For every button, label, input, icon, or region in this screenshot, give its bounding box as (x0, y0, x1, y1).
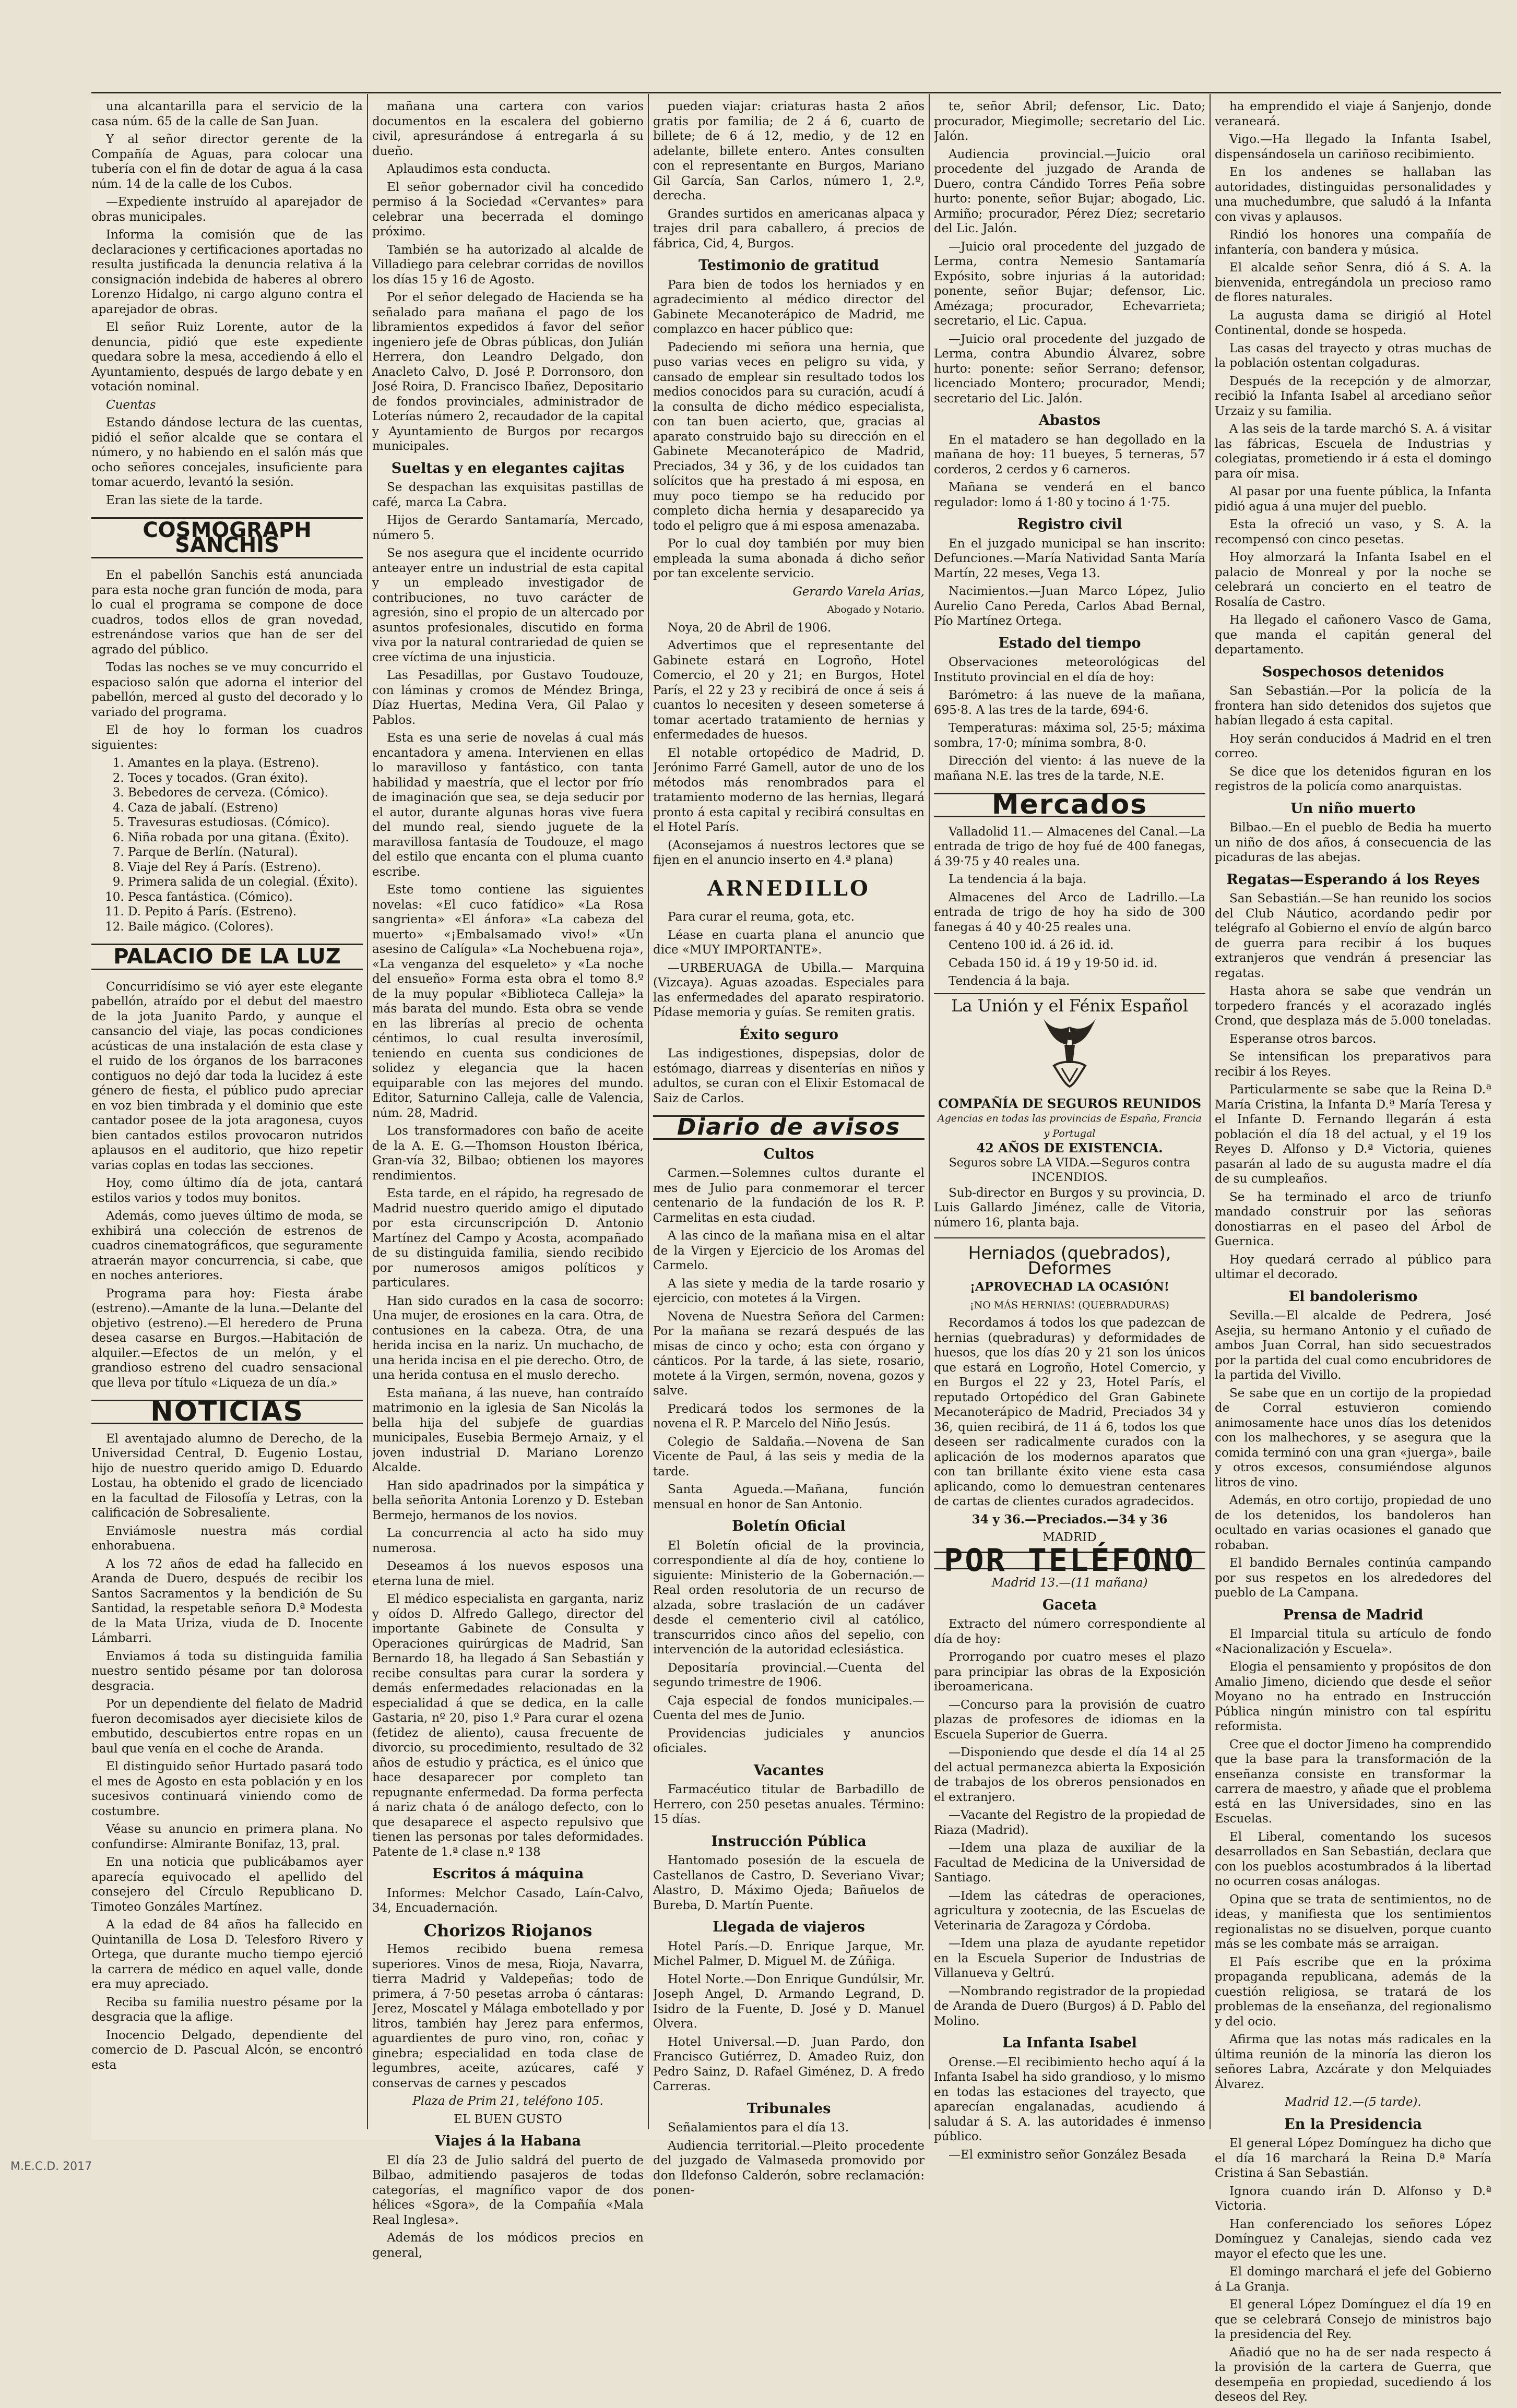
paragraph: Ha llegado el cañonero Vasco de Gama, que manda el capitán general del departamento. (1215, 613, 1491, 657)
paragraph: La tendencia á la baja. (949, 873, 1087, 886)
paragraph: San Sebastián.—Se han reunido los socios del Club Náutico, acordando pedir por telégrafo al Gobierno el envío de algún barco de guerra para recibir á los buques extranjeros que vendrán á presenciar las regatas. (1215, 892, 1491, 980)
paragraph: Por un dependiente del fielato de Madrid fueron decomisados ayer diecisiete kilos de embutido, descubiertos entre ropas en un baul que venía en el coche de Aranda. (91, 1697, 363, 1756)
signature-title: Abogado y Notario. (827, 604, 925, 615)
paragraph: A los 72 años de edad ha fallecido en Aranda de Duero, después de recibir los Santos Sacramentos y la bendición de Su Santidad, la respetable señora D.ª Modesta de la Mata Uriza, viuda de D. Inocente Lámbarri. (91, 1557, 363, 1645)
paragraph: Hotel París.—D. Enrique Jarque, Mr. Michel Palmer, D. Miguel M. de Zúñiga. (653, 1939, 925, 1968)
paragraph: Informes: Melchor Casado, Laín-Calvo, 34, Encuadernación. (372, 1886, 644, 1915)
paragraph: El aventajado alumno de Derecho, de la Universidad Central, D. Eugenio Lostau, hijo de nuestro querido amigo D. Eduardo Lostau, ha obtenido el grado de licenciado en la facultad de Filosofía y Letras, con la calificación de Sobresaliente. (91, 1432, 363, 1520)
paragraph: EL BUEN GUSTO (454, 2112, 562, 2126)
section-heading: Escritos á máquina (432, 1866, 584, 1882)
paragraph: —Idem una plaza de auxiliar de la Facultad de Medicina de la Universidad de Santiago. (934, 1841, 1205, 1885)
list-item: 8. Viaje del Rey á París. (Estreno). (128, 860, 363, 875)
column-5 (1215, 99, 1491, 2408)
paragraph: Colegio de Saldaña.—Novena de San Vicente de Paul, á las seis y media de la tarde. (653, 1435, 925, 1479)
ad-title: La Unión y el Fénix Español (951, 995, 1188, 1016)
paragraph: Dirección del viento: á las nueve de la mañana N.E. las tres de la tarde, N.E. (934, 754, 1205, 783)
list-item: 6. Niña robada por una gitana. (Éxito). (128, 830, 363, 845)
paragraph: —Vacante del Registro de la propiedad de Riaza (Madrid). (934, 1808, 1205, 1837)
paragraph: Hasta ahora se sabe que vendrán un torpedero francés y el acorazado inglés Crond, que desplaza más de 5.000 toneladas. (1215, 984, 1491, 1028)
paragraph: Predicará todos los sermones de la novena el R. P. Marcelo del Niño Jesús. (653, 1402, 925, 1431)
paragraph: Se sabe que en un cortijo de la propiedad de Corral estuvieron comiendo animosamente hace unos días los detenidos con los malhechores, y se asegura que la comida terminó con una gran «juerga», baile y otros excesos, consumiéndose algunos litros de vino. (1215, 1386, 1491, 1489)
section-heading: NOTICIAS (91, 1400, 363, 1424)
paragraph: Depositaría provincial.—Cuenta del segundo trimestre de 1906. (653, 1661, 925, 1689)
paragraph: ¡NO MÁS HERNIAS! (QUEBRADURAS) (970, 1299, 1169, 1311)
section-heading: Cultos (763, 1146, 814, 1162)
paragraph: Enviámosle nuestra más cordial enhorabuena. (91, 1524, 363, 1553)
phoenix-emblem-icon (1038, 1016, 1101, 1089)
column-4 (934, 99, 1205, 2165)
paragraph: Además, en otro cortijo, propiedad de uno de los detenidos, los bandoleros han ocultado en varias ocasiones el ganado que robaban. (1215, 1494, 1491, 1552)
paragraph: —Nombrando registrador de la propiedad de Aranda de Duero (Burgos) á D. Pablo del Molino. (934, 1984, 1205, 2028)
paragraph: Este tomo contiene las siguientes novelas: «El cuco fatídico» «La Rosa sangrienta» «El ánfora» «La cabeza del muerto» «¡Embalsamado vivo!» «Un asesino de Calígula» «La Nochebuena roja», «La venganza del esqueleto» y «La noche del ensueño» Forma esta obra el tomo 8.º de la muy popular «Biblioteca Calleja» la más barata del mundo. Esta obra se vende en las librerías al precio de ochenta céntimos, lo cual resulta inverosímil, teniendo en cuenta sus condiciones de solidez y elegancia que la hacen equiparable con las mejores del mundo. Editor, Saturnino Calleja, calle de Valencia, núm. 28, Madrid. (372, 883, 644, 1120)
section-heading: Éxito seguro (739, 1026, 838, 1043)
paragraph: El de hoy lo forman los cuadros siguientes: (91, 723, 363, 752)
paragraph: El Imparcial titula su artículo de fondo «Nacionalización y Escuela». (1215, 1627, 1491, 1656)
paragraph: En el pabellón Sanchis está anunciada para esta noche gran función de moda, para lo cual el programa se compone de doce cuadros, todos ellos de gran novedad, estrenándose varios que han de ser del agrado del público. (91, 568, 363, 657)
paragraph: El bandido Bernales continúa campando por sus respetos en los alrededores del pueblo de La Campana. (1215, 1556, 1491, 1600)
paragraph: te, señor Abril; defensor, Lic. Dato; procurador, Miegimolle; secretario del Lic. Jalón. (934, 100, 1205, 143)
section-heading: Viajes á la Habana (434, 2133, 582, 2149)
paragraph: Deseamos á los nuevos esposos una eterna luna de miel. (372, 1559, 644, 1588)
paragraph: Particularmente se sabe que la Reina D.ª María Cristina, la Infanta D.ª María Teresa y el Infante D. Fernando llegarán á esta población el día 18 del actual, y el 19 los Reyes D. Alfonso y D.ª Victoria, quienes pasarán al lado de su augusta madre el día de su cumpleaños. (1215, 1083, 1491, 1186)
paragraph: —Expediente instruído al aparejador de obras municipales. (91, 195, 363, 224)
paragraph: El distinguido señor Hurtado pasará todo el mes de Agosto en esta población y en los sucesivos continuará viniendo como de costumbre. (91, 1760, 363, 1818)
insurance-ad (934, 993, 1205, 1239)
paragraph: Se despachan las exquisitas pastillas de café, marca La Cabra. (372, 481, 644, 509)
paragraph: Nacimientos.—Juan Marco López, Julio Aurelio Cano Pereda, Carlos Abad Bernal, Pío Martínez Ortega. (934, 585, 1205, 628)
paragraph: El País escribe que en la próxima propaganda republicana, además de la cuestión religiosa, se tratará de los problemas de la enseñanza, del regionalismo y del ocio. (1215, 1955, 1491, 2029)
paragraph: Reciba su familia nuestro pésame por la desgracia que la aflige. (91, 1995, 363, 2024)
paragraph: En una noticia que publicábamos ayer aparecía equivocado el apellido del consejero del Círculo Republicano D. Timoteo Gonzáles Martínez. (91, 1855, 363, 1914)
paragraph: Hoy almorzará la Infanta Isabel en el palacio de Monreal y por la noche se celebrará un concierto en el teatro de Rosalía de Castro. (1215, 551, 1491, 609)
paragraph: En los andenes se hallaban las autoridades, distinguidas personalidades y una muchedumbre, que saludó á la Infanta con vivas y aplausos. (1215, 165, 1491, 224)
paragraph: El notable ortopédico de Madrid, D. Jerónimo Farré Gamell, autor de uno de los métodos más renombrados para el tratamiento moderno de las hernias, llegará pronto á esta capital y recibirá consultas en el Hotel París. (653, 746, 925, 834)
paragraph: Véase su anuncio en primera plana. No confundirse: Almirante Bonifaz, 13, pral. (91, 1822, 363, 1851)
list-item: 10. Pesca fantástica. (Cómico). (128, 890, 363, 905)
paragraph: Han sido curados en la casa de socorro: Una mujer, de erosiones en la cara. Otra, de contusiones en la cabeza. Otra, de una herida incisa en la nariz. Un muchacho, de una herida incisa en el pie derecho. Otro, de una herida contusa en el muslo derecho. (372, 1294, 644, 1382)
section-heading: Gaceta (1042, 1596, 1097, 1613)
paragraph: Las Pesadillas, por Gustavo Toudouze, con láminas y cromos de Méndez Bringa, Díaz Huertas, Medina Vera, Gil Palao y Pablos. (372, 669, 644, 727)
section-heading: Llegada de viajeros (713, 1919, 865, 1935)
paragraph: Providencias judiciales y anuncios oficiales. (653, 1726, 925, 1755)
paragraph: Hijos de Gerardo Santamaría, Mercado, número 5. (372, 514, 644, 542)
paragraph: Al pasar por una fuente pública, la Infanta pidió agua á una mujer del pueblo. (1215, 485, 1491, 514)
list-item: 5. Travesuras estudiosas. (Cómico). (128, 815, 363, 830)
paragraph: A las siete y media de la tarde rosario y ejercicio, con motetes á la Virgen. (653, 1277, 925, 1305)
paragraph: Almacenes del Arco de Ladrillo.—La entrada de trigo de hoy ha sido de 300 fanegas á 40 y 40·25 reales una. (934, 890, 1205, 934)
section-heading: Sospechosos detenidos (1262, 663, 1444, 680)
paragraph: Esperanse otros barcos. (1229, 1032, 1377, 1046)
paragraph: Inocencio Delgado, dependiente del comercio de D. Pascual Alcón, se encontró esta (91, 2028, 363, 2072)
section-heading: Herniados (quebrados), Deformes (968, 1243, 1171, 1278)
paragraph: En el matadero se han degollado en la mañana de hoy: 11 bueyes, 5 terneras, 57 corderos, 2 cerdos y 6 carneros. (934, 433, 1205, 476)
paragraph: Tendencia á la baja. (949, 974, 1070, 988)
list-item: 11. D. Pepito á París. (Estreno). (128, 904, 363, 920)
section-heading: Estado del tiempo (998, 635, 1141, 651)
paragraph: Esta mañana, á las nueve, han contraído matrimonio en la iglesia de San Nicolás la bella hija del subjefe de guardias municipales, Eusebia Bermejo Arnaiz, y el joven industrial D. Mariano Lorenzo Alcalde. (372, 1386, 644, 1474)
column-rule (367, 94, 368, 2129)
section-heading: PALACIO DE LA LUZ (91, 944, 363, 970)
paragraph: 34 y 36.—Preciados.—34 y 36 (971, 1512, 1168, 1527)
paragraph: A la edad de 84 años ha fallecido en Quintanilla de Losa D. Telesforo Rivero y Ortega, que durante mucho tiempo ejerció la carrera de médico en aquel valle, donde era muy apreciado. (91, 1918, 363, 1991)
paragraph: Barómetro: á las nueve de la mañana, 695·8. A las tres de la tarde, 694·6. (934, 688, 1205, 717)
paragraph: —Juicio oral procedente del juzgado de Lerma, contra Nemesio Santamaría Expósito, sobre injurias á la autoridad: ponente, señor Bujar; defensor, Lic. Amézaga; procurador, Echevarrieta; secretario, el Lic. Capua. (934, 240, 1205, 328)
paragraph: Hotel Norte.—Don Enrique Gundúlsir, Mr. Joseph Angel, D. Armando Legrand, D. Isidro de la Fuente, D. José y D. Manuel Olvera. (653, 1972, 925, 2031)
paragraph: Esta la ofreció un vaso, y S. A. la recompensó con cinco pesetas. (1215, 518, 1491, 546)
paragraph: La augusta dama se dirigió al Hotel Continental, donde se hospeda. (1215, 308, 1491, 337)
paragraph: —Juicio oral procedente del juzgado de Lerma, contra Abundio Álvarez, sobre hurto: ponente: señor Serrano; defensor, licenciado Montero; procurador, Mendi; secretario del Lic. Jalón. (934, 332, 1205, 406)
section-heading: Sueltas y en elegantes cajitas (391, 460, 625, 476)
paragraph: Informa la comisión que de las declaraciones y certificaciones aportadas no resulta justificada la denuncia relativa á la consignación indebida de haberes al obrero Lorenzo Hidalgo, ni cargo alguno contra el aparejador de obras. (91, 228, 363, 316)
paragraph: Aplaudimos esta conducta. (387, 162, 551, 176)
paragraph: Hoy serán conducidos á Madrid en el tren correo. (1215, 732, 1491, 760)
paragraph: Vigo.—Ha llegado la Infanta Isabel, dispensándosela un cariñoso recibimiento. (1215, 133, 1491, 161)
paragraph: Madrid 12.—(5 tarde). (1285, 2095, 1421, 2109)
paragraph: Extracto del número correspondiente al día de hoy: (934, 1617, 1205, 1646)
section-heading: Abastos (1038, 412, 1101, 428)
paragraph: Opina que se trata de sentimientos, no de ideas, y manifiesta que los sentimientos regionalistas no se disuelven, porque cuanto más se les combate más se arraigan. (1215, 1892, 1491, 1951)
section-heading: Prensa de Madrid (1283, 1606, 1424, 1623)
paragraph: A las seis de la tarde marchó S. A. á visitar las fábricas, Escuela de Industrias y colegiatas, prometiendo ir á esta el domingo para oír misa. (1215, 422, 1491, 481)
paragraph: Esta es una serie de novelas á cual más encantadora y amena. Intervienen en ellas lo maravilloso y fantástico, con tanta habilidad y maestría, que el lector por frío de imaginación que sea, se deja seducir por el autor, durante algunas horas vive fuera del mundo real, siendo juguete de la maravillosa fantasía de Toudouze, el mago del estilo que encanta con el pluma cuanto escribe. (372, 731, 644, 879)
paragraph: Las casas del trayecto y otras muchas de la población ostentan colgaduras. (1215, 341, 1491, 370)
paragraph: —Disponiendo que desde el día 14 al 25 del actual permanezca abierta la Exposición de trabajos de los obreros pensionados en el extranjero. (934, 1746, 1205, 1804)
paragraph: Las indigestiones, dispepsias, dolor de estómago, diarreas y disenterías en niños y adultos, se curan con el Elixir Estomacal de Saiz de Carlos. (653, 1047, 925, 1105)
paragraph: Enviamos á toda su distinguida familia nuestro sentido pésame por tan dolorosa desgracia. (91, 1649, 363, 1693)
paragraph: Sub-director en Burgos y su provincia, D. Luis Gallardo Jiménez, calle de Vitoria, número 16, planta baja. (934, 1186, 1205, 1230)
paragraph: —Idem una plaza de ayudante repetidor en la Escuela Superior de Industrias de Villanueva y Geltrú. (934, 1937, 1205, 1980)
archive-watermark: M.E.C.D. 2017 (10, 2160, 92, 2173)
section-heading: Registro civil (1017, 516, 1122, 532)
paragraph: Grandes surtidos en americanas alpaca y trajes dril para caballero, á precios de fábrica, Cid, 4, Burgos. (653, 207, 925, 251)
paragraph: mañana una cartera con varios documentos en la escalera del gobierno civil, apresurándose á entregarla á su dueño. (372, 100, 644, 158)
paragraph: —URBERUAGA de Ubilla.— Marquina (Vizcaya). Aguas azoadas. Especiales para las enfermedades del aparato respiratorio. Pídase memoria y guías. Se remiten gratis. (653, 961, 925, 1019)
paragraph: Para curar el reuma, gota, etc. (668, 910, 855, 924)
paragraph: El general López Domínguez ha dicho que el día 16 marchará la Reina D.ª María Cristina á San Sebastián. (1215, 2137, 1491, 2180)
paragraph: Santa Agueda.—Mañana, función mensual en honor de San Antonio. (653, 1483, 925, 1511)
paragraph: Audiencia territorial.—Pleito procedente del juzgado de Valmaseda promovido por don Ildefonso Calderón, sobre reclamación: ponen- (653, 2139, 925, 2197)
ad-title: ARNEDILLO (707, 876, 870, 901)
paragraph: Han sido apadrinados por la simpática y bella señorita Antonia Lorenzo y D. Esteban Bermejo, hermanos de los novios. (372, 1479, 644, 1522)
paragraph: Afirma que las notas más radicales en la última reunión de la minoría las dieron los señores Labra, Azcárate y don Melquiades Álvarez. (1215, 2033, 1491, 2091)
paragraph: Bilbao.—En el pueblo de Bedia ha muerto un niño de dos años, á consecuencia de las picaduras de las abejas. (1215, 821, 1491, 864)
section-heading: En la Presidencia (1284, 2116, 1422, 2132)
paragraph: Además, como jueves último de moda, se exhibirá una colección de estrenos de cuadros cinematográficos, que seguramente atraerán mayor concurrencia, si cabe, que en noches anteriores. (91, 1209, 363, 1282)
paragraph: Ignora cuando irán D. Alfonso y D.ª Victoria. (1215, 2184, 1491, 2213)
paragraph: (Aconsejamos á nuestros lectores que se fijen en el anuncio inserto en 4.ª plana) (653, 838, 925, 867)
paragraph: Elogia el pensamiento y propósitos de don Amalio Jimeno, diciendo que desde el señor Moyano no ha entrado en Instrucción Pública ningún ministro con tal espíritu reformista. (1215, 1660, 1491, 1733)
column-rule (1210, 94, 1211, 2129)
paragraph: Novena de Nuestra Señora del Carmen: Por la mañana se rezará después de las misas de cinco y ocho; esta con órgano y cánticos. Por la tarde, á las siete, rosario, motete á la Virgen, sermón, novena, gozos y salve. (653, 1309, 925, 1398)
paragraph: Padeciendo mi señora una hernia, que puso varias veces en peligro su vida, y cansado de emplear sin resultado todos los medios conocidos para su curación, acudí á la consulta de dicho médico especialista, con tan buen acierto, que, gracias al aparato construido bajo su dirección en el Gabinete Mecanoterápico de Madrid, Preciados, 34 y 36, y de los cuidados tan solícitos que ha prestado á mi esposa, en muy poco tiempo se ha reducido por completo dicha hernia y desaparecido ya todo el peligro que á mi esposa amenazaba. (653, 340, 925, 533)
paragraph: Por lo cual doy también por muy bien empleada la suma abonada á dicho señor por tan excelente servicio. (653, 537, 925, 580)
section-heading: Un niño muerto (1290, 800, 1416, 817)
paragraph: ¡APROVECHAD LA OCASIÓN! (970, 1280, 1169, 1294)
paragraph: El día 23 de Julio saldrá del puerto de Bilbao, admitiendo pasajeros de todas categorías, el magnífico vapor de dos hélices «Sgora», de la Compañía «Mala Real Inglesa». (372, 2153, 644, 2227)
ad-line: Agencias en todas las provincias de España, Francia y Portugal (938, 1113, 1202, 1139)
ad-line: COMPAÑÍA DE SEGUROS REUNIDOS (938, 1095, 1202, 1111)
paragraph: San Sebastián.—Por la policía de la frontera han sido detenidos dos sujetos que habían llegado á esta capital. (1215, 684, 1491, 728)
top-rule (91, 92, 1501, 93)
section-heading: Diario de avisos (653, 1115, 925, 1140)
paragraph: En el juzgado municipal se han inscrito: Defunciones.—María Natividad Santa María Martín, 22 meses, Vega 13. (934, 537, 1205, 580)
list-item: 12. Baile mágico. (Colores). (128, 920, 363, 935)
section-heading: Mercados (934, 793, 1205, 817)
paragraph: El alcalde señor Senra, dió á S. A. la bienvenida, entregándola un precioso ramo de flores naturales. (1215, 261, 1491, 304)
paragraph: Plaza de Prim 21, teléfono 105. (412, 2094, 603, 2108)
list-item: 4. Caza de jabalí. (Estreno) (128, 801, 363, 816)
paragraph: Hoy quedará cerrado al público para ultimar el decorado. (1215, 1253, 1491, 1281)
paragraph: Para bien de todos los herniados y en agradecimiento al médico director del Gabinete Mecanoterápico de Madrid, me complazco en hacer público que: (653, 278, 925, 336)
section-heading: Regatas—Esperando á los Reyes (1226, 871, 1480, 888)
paragraph: Se dice que los detenidos figuran en los registros de la policía como anarquistas. (1215, 765, 1491, 793)
paragraph: Madrid 13.—(11 mañana) (991, 1576, 1148, 1590)
paragraph: Valladolid 11.— Almacenes del Canal.—La entrada de trigo de hoy fué de 400 fanegas, á 39·75 y 40 reales una. (934, 825, 1205, 868)
paragraph: Se nos asegura que el incidente ocurrido anteayer entre un industrial de esta capital y un empleado investigador de contribuciones, no tuvo carácter de agresión, sino el propio de un altercado por asuntos profesionales, discutido en forma viva por la natural contrariedad de quien se cree víctima de una injusticia. (372, 546, 644, 664)
list-item: 3. Bebedores de cerveza. (Cómico). (128, 785, 363, 801)
paragraph: El general López Domínguez el día 19 en que se celebrará Consejo de ministros bajo la presidencia del Rey. (1215, 2298, 1491, 2341)
paragraph: Concurridísimo se vió ayer este elegante pabellón, atraído por el debut del maestro de la jota Juanito Pardo, y aunque el cansancio del viaje, las pocas condiciones acústicas de una instalación de esta clase y el ruido de los órganos de los barracones contiguos no dejó dar toda la lucidez á este género de fiesta, el público pudo apreciar en voz bien timbrada y el dominio que este cantador posee de la jota aragonesa, cuyos bien cantados estilos provocaron nutridos aplausos en el auditorio, que hizo repetir varias coplas en todas las secciones. (91, 980, 363, 1172)
paragraph: Sevilla.—El alcalde de Pedrera, José Asejia, su hermano Antonio y el cuñado de ambos Juan Corral, han sido secuestrados por la partida del cual como encubridores de la partida del Vivillo. (1215, 1309, 1491, 1382)
section-heading: Tribunales (746, 2100, 831, 2117)
paragraph: Mañana se venderá en el banco regulador: lomo á 1·80 y tocino á 1·75. (934, 481, 1205, 509)
list-item: 7. Parque de Berlín. (Natural). (128, 845, 363, 860)
paragraph: Cree que el doctor Jimeno ha comprendido que la base para la transformación de la enseñanza consiste en transformar la carrera de maestro, y añade que el problema está en las Universidades, sino en las Escuelas. (1215, 1737, 1491, 1826)
paragraph: Centeno 100 id. á 26 id. id. (949, 938, 1114, 952)
paragraph: —El exministro señor González Besada (949, 2148, 1187, 2162)
paragraph: Hantomado posesión de la escuela de Castellanos de Castro, D. Severiano Vivar; Alastro, D. Máximo Ojeda; Bañuelos de Bureba, D. Martín Puente. (653, 1854, 925, 1912)
paragraph: Hoy, como último día de jota, cantará estilos varios y todos muy bonitos. (91, 1176, 363, 1205)
column-rule (929, 94, 930, 2129)
paragraph: Observaciones meteorológicas del Instituto provincial en el día de hoy: (934, 655, 1205, 684)
paragraph: Después de la recepción y de almorzar, recibió la Infanta Isabel al arcediano señor Urzaiz y su familia. (1215, 374, 1491, 418)
paragraph: Advertimos que el representante del Gabinete estará en Logroño, Hotel Comercio, el 20 y 21; en Burgos, Hotel París, el 22 y 23 y recibirá de once á seis á cuantos lo necesiten y deseen someterse á tomar acertado tratamiento de hernias y enfermedades de huesos. (653, 639, 925, 742)
paragraph: Farmacéutico titular de Barbadillo de Herrero, con 250 pesetas anuales. Término: 15 días. (653, 1783, 925, 1826)
paragraph: —Concurso para la provisión de cuatro plazas de profesores de idiomas en la Escuela Superior de Guerra. (934, 1698, 1205, 1742)
paragraph: Además de los módicos precios en general, (372, 2231, 644, 2260)
paragraph: Recordamos á todos los que padezcan de hernias (quebraduras) y deformidades de huesos, que los días 20 y 21 son los únicos que estará en Logroño, Hotel Comercio, y en Burgos el 22 y 23, Hotel París, el reputado Ortopédico del Gran Gabinete Mecanoterápico de Madrid, Preciados 34 y 36, quien recibirá, de 11 á 6, todos los que deseen ser radicalmente curados con la aplicación de los modernos aparatos que con tan brillante éxito viene esta casa aplicando, como lo demuestran centenares de cartas de clientes curados agradecidos. (934, 1316, 1205, 1508)
paragraph: Los transformadores con baño de aceite de la A. E. G.—Thomson Houston Ibérica, Gran-vía 32, Bilbao; obtienen los mayores rendimientos. (372, 1124, 644, 1183)
paragraph: Y al señor director gerente de la Compañía de Aguas, para colocar una tubería con el fin de dotar de agua á la casa núm. 14 de la calle de los Cubos. (91, 133, 363, 191)
paragraph: Todas las noches se ve muy concurrido el espacioso salón que adorna el interior del pabellón, merced al gusto del decorado y lo variado del programa. (91, 661, 363, 719)
paragraph: El Boletín oficial de la provincia, correspondiente al día de hoy, contiene lo siguiente: Ministerio de la Gobernación.—Real orden resolutoria de un recurso de alzada, sobre traslación de un cadáver desde el cementerio civil al católico, transcurridos cinco años del sepelio, con intervención de la autoridad eclesiástica. (653, 1539, 925, 1656)
newspaper-page (91, 99, 1501, 2404)
paragraph: El médico especialista en garganta, nariz y oídos D. Alfredo Gallego, director del importante Gabinete de Consulta y Operaciones quirúrgicas de Madrid, San Bernardo 18, ha llegado á San Sebastián y recibe consultas para curar la sordera y demás enfermedades relacionadas en la especialidad á que se dedica, en la calle Gastaria, nº 20, piso 1.º Para curar el ozena (fetidez de aliento), causa frecuente de divorcio, su procedimiento, resultado de 32 años de estudio y práctica, es el único que hace desaparecer por completo tan repugnante enfermedad. Da forma perfecta á nariz chata ó de análogo defecto, con lo que desaparece el aspecto repulsivo que tienen las personas por tales deformidades. Patente de 1.ª clase n.º 138 (372, 1592, 644, 1859)
paragraph: Estando dándose lectura de las cuentas, pidió el señor alcalde que se contara el número, y no habiendo en el salón más que ocho señores concejales, insuficiente para tomar acuerdo, levantó la sesión. (91, 416, 363, 489)
column-1 (91, 99, 363, 2076)
program-list (128, 756, 363, 934)
paragraph: Esta tarde, en el rápido, ha regresado de Madrid nuestro querido amigo el diputado por esta circunscripción D. Antonio Martínez del Campo y Acosta, acompañado de su distinguida familia, siendo recibido por numerosos amigos políticos y particulares. (372, 1187, 644, 1290)
paragraph: La concurrencia al acto ha sido muy numerosa. (372, 1527, 644, 1555)
section-heading: El bandolerismo (1288, 1288, 1418, 1305)
paragraph: El señor Ruiz Lorente, autor de la denuncia, pidió que este expediente quedara sobre la mesa, accediendo á ello el Ayuntamiento, después de largo debate y en votación nominal. (91, 320, 363, 394)
paragraph: Hemos recibido buena remesa superiores. Vinos de mesa, Rioja, Navarra, tierra Madrid y Valdepeñas; todo de primera, á 7·50 pesetas arroba ó cántaras: Jerez, Moscatel y Málaga embotellado y por litros, también hay Jerez para enfermos, aguardientes de puro vino, ron, coñac y ginebra; especialidad en toda clase de legumbres, aceite, azúcares, café y conservas de carnes y pescados (372, 1942, 644, 2090)
paragraph: ha emprendido el viaje á Sanjenjo, donde veraneará. (1215, 100, 1491, 128)
paragraph: Eran las siete de la tarde. (106, 493, 263, 507)
paragraph: Noya, 20 de Abril de 1906. (668, 621, 832, 635)
paragraph: una alcantarilla para el servicio de la casa núm. 65 de la calle de San Juan. (91, 100, 363, 128)
column-2 (372, 99, 644, 2263)
section-heading: Vacantes (753, 1762, 824, 1779)
section-heading: Boletín Oficial (732, 1518, 846, 1534)
column-3 (653, 99, 925, 2201)
paragraph: El Liberal, comentando los sucesos desarrollados en San Sebastián, declara que con los pueblos acostumbrados á la libertad no ocurren cosas análogas. (1215, 1830, 1491, 1888)
paragraph: El señor gobernador civil ha concedido permiso á la Sociedad «Cervantes» para celebrar una becerrada el domingo próximo. (372, 180, 644, 239)
paragraph: Temperaturas: máxima sol, 25·5; máxima sombra, 17·0; mínima sombra, 8·0. (934, 721, 1205, 750)
paragraph: Se intensifican los preparativos para recibir á los Reyes. (1215, 1050, 1491, 1079)
paragraph: Señalamientos para el día 13. (668, 2121, 849, 2135)
list-item: 9. Primera salida de un colegial. (Éxito). (128, 875, 363, 890)
paragraph: Caja especial de fondos municipales.—Cuenta del mes de Junio. (653, 1694, 925, 1722)
paragraph: MADRID (1042, 1531, 1097, 1544)
section-heading: La Infanta Isabel (1002, 2035, 1137, 2051)
paragraph: Por el señor delegado de Hacienda se ha señalado para mañana el pago de los libramientos expedidos á favor del señor ingeniero jefe de Obras públicas, don Julián Herrera, don Leandro Delgado, don Anacleto Calvo, D. José P. Dorronsoro, don José Roira, D. Francisco Ibañez, Depositario de fondos provinciales, administrador de Loterías número 2, recaudador de la capital y Ayuntamiento de Burgos por recargos municipales. (372, 291, 644, 453)
list-item: 2. Toces y tocados. (Gran éxito). (128, 771, 363, 786)
ad-line: 42 AÑOS DE EXISTENCIA. (976, 1140, 1163, 1155)
paragraph: Hotel Universal.—D. Juan Pardo, don Francisco Gutiérrez, D. Amadeo Ruiz, don Pedro Sainz, D. Rafael Giménez, D. A fredo Carreras. (653, 2035, 925, 2093)
column-rule (648, 94, 649, 2129)
paragraph: —Idem las cátedras de operaciones, agricultura y zootecnia, de las Escuelas de Veterinaria de Zaragoza y Córdoba. (934, 1889, 1205, 1933)
list-item: 1. Amantes en la playa. (Estreno). (128, 756, 363, 771)
section-heading: Instrucción Pública (711, 1833, 867, 1850)
subheading: Cuentas (106, 398, 156, 412)
ad-line: Seguros sobre LA VIDA.—Seguros contra INCENDIOS. (949, 1156, 1191, 1184)
section-heading: COSMOGRAPH SANCHIS (91, 517, 363, 558)
paragraph: Rindió los honores una compañía de infantería, con bandera y música. (1215, 228, 1491, 257)
paragraph: Han conferenciado los señores López Domínguez y Canalejas, siendo cada vez mayor el efecto que les une. (1215, 2217, 1491, 2261)
paragraph: Añadió que no ha de ser nada respecto á la provisión de la cartera de Guerra, que desempeña en propiedad, sucediendo á los deseos del Rey. (1215, 2345, 1491, 2404)
paragraph: Léase en cuarta plana el anuncio que dice «MUY IMPORTANTE». (653, 928, 925, 957)
paragraph: Carmen.—Solemnes cultos durante el mes de Julio para conmemorar el tercer centenario de la fundación de los R. P. Carmelitas en esta ciudad. (653, 1166, 925, 1225)
paragraph: A las cinco de la mañana misa en el altar de la Virgen y Ejercicio de los Aromas del Carmelo. (653, 1229, 925, 1272)
signature: Gerardo Varela Arias, (792, 585, 925, 599)
paragraph: Audiencia provincial.—Juicio oral procedente del juzgado de Aranda de Duero, contra Cándido Torres Peña sobre hurto: ponente, señor Bujar; abogado, Lic. Armiño; procurador, Pérez Díez; secretario del Lic. Jalón. (934, 147, 1205, 235)
paragraph: Programa para hoy: Fiesta árabe (estreno).—Amante de la luna.—Delante del objetivo (estreno).—El heredero de Pruna desea casarse en Burgos.—Habitación de alquiler.—Efectos de un melón, y el grandioso estreno del cuadro sensacional que lleva por título «Liqueza de un día.» (91, 1286, 363, 1390)
section-heading: Chorizos Riojanos (423, 1920, 592, 1940)
section-heading: POR TELÉFONO (934, 1552, 1205, 1570)
paragraph: pueden viajar: criaturas hasta 2 años gratis por familia; de 2 á 6, cuarto de billete; de 6 á 12, medio, y de 12 en adelante, billete entero. Antes consulten con el representante en Burgos, Mariano Gil García, San Carlos, número 1, 2.º, derecha. (653, 100, 925, 202)
paragraph: Orense.—El recibimiento hecho aquí á la Infanta Isabel ha sido grandioso, y lo mismo en todas las estaciones del trayecto, que aparecían engalanadas, acudiendo á saludar á S. A. las autoridades é inmenso público. (934, 2055, 1205, 2143)
paragraph: También se ha autorizado al alcalde de Villadiego para celebrar corridas de novillos los días 15 y 16 de Agosto. (372, 243, 644, 287)
section-heading: Testimonio de gratitud (698, 257, 879, 273)
paragraph: Cebada 150 id. á 19 y 19·50 id. id. (949, 956, 1158, 970)
paragraph: Prorrogando por cuatro meses el plazo para principiar las obras de la Exposición iberoamericana. (934, 1650, 1205, 1694)
paragraph: Se ha terminado el arco de triunfo mandado construir por las señoras donostiarras en el paseo del Árbol de Guernica. (1215, 1190, 1491, 1248)
paragraph: El domingo marchará el jefe del Gobierno á La Granja. (1215, 2265, 1491, 2294)
